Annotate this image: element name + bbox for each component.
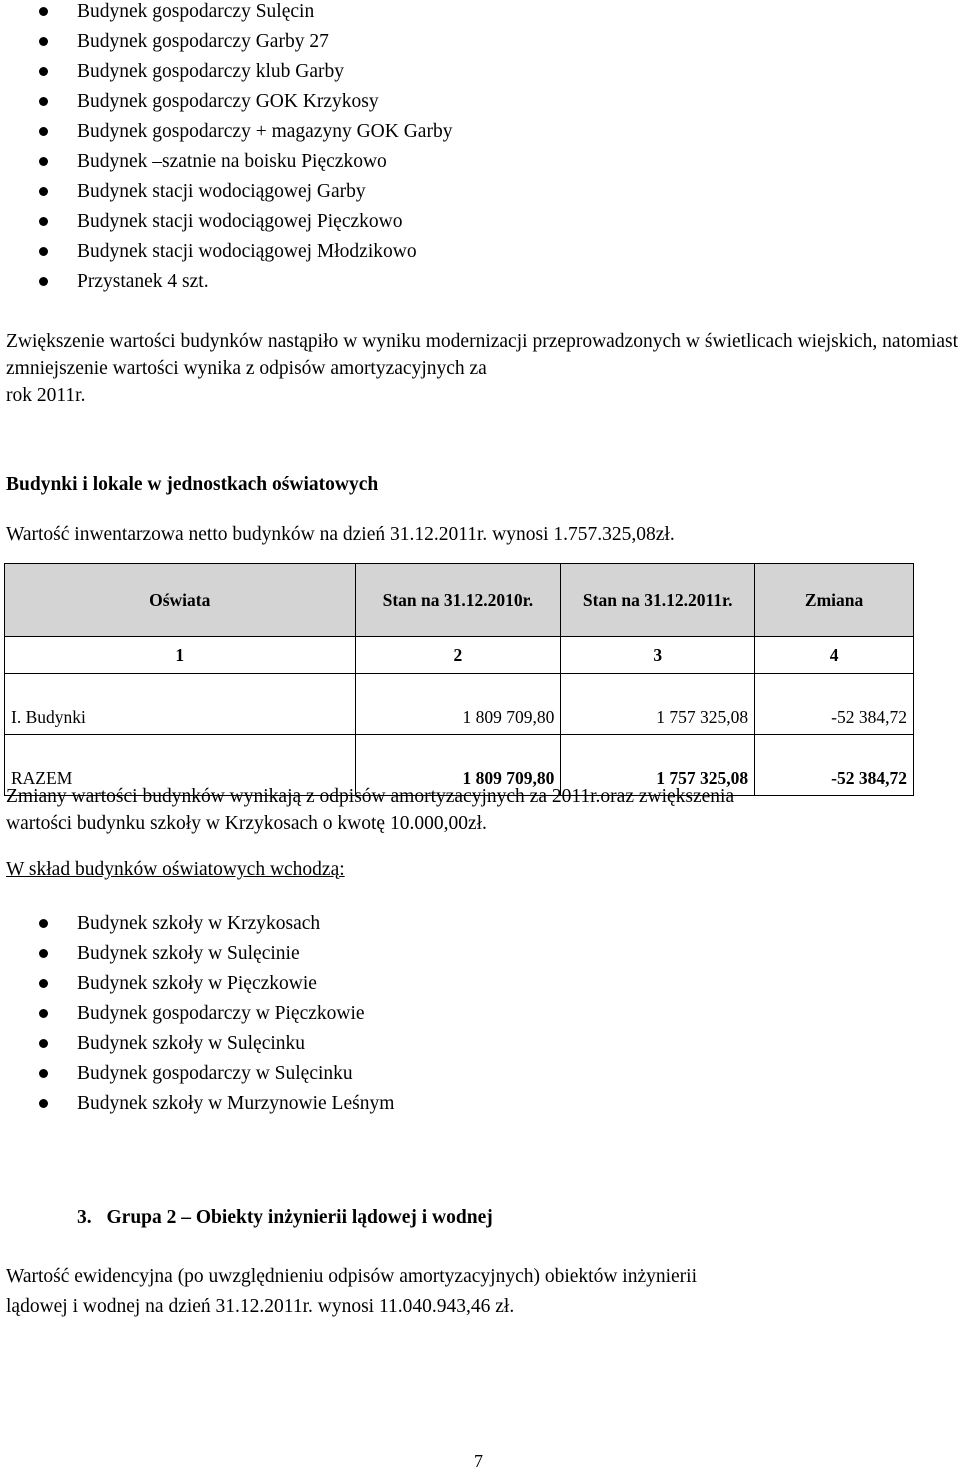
bullet-icon [39, 187, 48, 196]
paragraph-text: Wartość ewidencyjna (po uwzględnieniu odpisów amortyzacyjnych) obiektów inżynierii [6, 1266, 698, 1287]
bullet-icon [39, 1039, 48, 1048]
list-item: Budynek gospodarczy Garby 27 [0, 27, 452, 57]
value-change: -52 384,72 [755, 674, 914, 735]
column-number: 4 [755, 637, 914, 674]
bullet-icon [39, 277, 48, 286]
list-item: Przystanek 4 szt. [0, 267, 452, 297]
table-row [5, 674, 914, 735]
education-buildings-table [4, 563, 914, 796]
value-statement: Wartość inwentarzowa netto budynków na dzień 31.12.2011r. wynosi 1.757.325,08zł. [6, 524, 675, 545]
bullet-icon [39, 1099, 48, 1108]
paragraph-text: Zmiany wartości budynków wynikają z odpisów amortyzacyjnych za 2011r.oraz zwiększenia [6, 786, 735, 807]
header-cell: Stan na 31.12.2011r. [561, 564, 755, 637]
list-item: Budynek gospodarczy Sulęcin [0, 0, 452, 27]
bullet-icon [39, 67, 48, 76]
column-number-row [5, 637, 914, 674]
list-item: Budynek stacji wodociągowej Pięczkowo [0, 207, 452, 237]
bullet-icon [39, 7, 48, 16]
list-item: Budynek –szatnie na boisku Pięczkowo [0, 147, 452, 177]
bullet-icon [39, 97, 48, 106]
school-building-list [0, 909, 394, 1119]
column-number: 3 [561, 637, 755, 674]
paragraph-engineering-value [6, 1262, 958, 1322]
header-cell: Zmiana [755, 564, 914, 637]
paragraph-last-line: wartości budynku szkoły w Krzykosach o kwotę 10.000,00zł. [6, 813, 487, 834]
bullet-icon [39, 1009, 48, 1018]
list-item: Budynek szkoły w Sulęcinie [0, 939, 394, 969]
list-item: Budynek stacji wodociągowej Młodzikowo [0, 237, 452, 267]
list-item: Budynek szkoły w Murzynowie Leśnym [0, 1089, 394, 1119]
value-change: -52 384,72 [755, 735, 914, 796]
row-label: I. Budynki [5, 674, 356, 735]
header-cell: Oświata [5, 564, 356, 637]
bullet-icon [39, 247, 48, 256]
bullet-icon [39, 37, 48, 46]
value-2011: 1 757 325,08 [561, 735, 755, 796]
list-item: Budynek gospodarczy GOK Krzykosy [0, 87, 452, 117]
bullet-icon [39, 979, 48, 988]
bullet-icon [39, 217, 48, 226]
list-item: Budynek szkoły w Pięczkowie [0, 969, 394, 999]
bullet-icon [39, 949, 48, 958]
paragraph-building-value-change [6, 328, 958, 409]
building-list [0, 0, 452, 297]
header-cell: Stan na 31.12.2010r. [355, 564, 561, 637]
list-heading: W skład budynków oświatowych wchodzą: [6, 859, 345, 880]
list-item: Budynek gospodarczy klub Garby [0, 57, 452, 87]
group-heading [77, 1207, 493, 1229]
list-item: Budynek gospodarczy + magazyny GOK Garby [0, 117, 452, 147]
column-number: 1 [5, 637, 356, 674]
group-number: 3. [77, 1207, 92, 1228]
list-item: Budynek szkoły w Krzykosach [0, 909, 394, 939]
bullet-icon [39, 127, 48, 136]
bullet-icon [39, 1069, 48, 1078]
bullet-icon [39, 919, 48, 928]
section-heading: Budynki i lokale w jednostkach oświatowych [6, 474, 379, 495]
table-header-row [5, 564, 914, 637]
group-title: Grupa 2 – Obiekty inżynierii lądowej i wodnej [106, 1207, 493, 1228]
page-number: 7 [474, 1451, 483, 1471]
value-2011: 1 757 325,08 [561, 674, 755, 735]
list-item: Budynek gospodarczy w Pięczkowie [0, 999, 394, 1029]
paragraph-last-line: lądowej i wodnej na dzień 31.12.2011r. wynosi 11.040.943,46 zł. [6, 1296, 515, 1317]
list-item: Budynek szkoły w Sulęcinku [0, 1029, 394, 1059]
paragraph-text: Zwiększenie wartości budynków nastąpiło w wyniku modernizacji przeprowadzonych w świetlicach wiejskich, natomiast zmniejszenie wartości wynika z odpisów amortyzacyjnych za [6, 331, 958, 379]
paragraph-last-line: rok 2011r. [6, 385, 86, 406]
bullet-icon [39, 157, 48, 166]
list-item: Budynek gospodarczy w Sulęcinku [0, 1059, 394, 1089]
row-label: RAZEM [5, 735, 356, 796]
value-2010: 1 809 709,80 [355, 674, 561, 735]
list-item: Budynek stacji wodociągowej Garby [0, 177, 452, 207]
value-2010: 1 809 709,80 [355, 735, 561, 796]
column-number: 2 [355, 637, 561, 674]
paragraph-changes [6, 783, 958, 837]
